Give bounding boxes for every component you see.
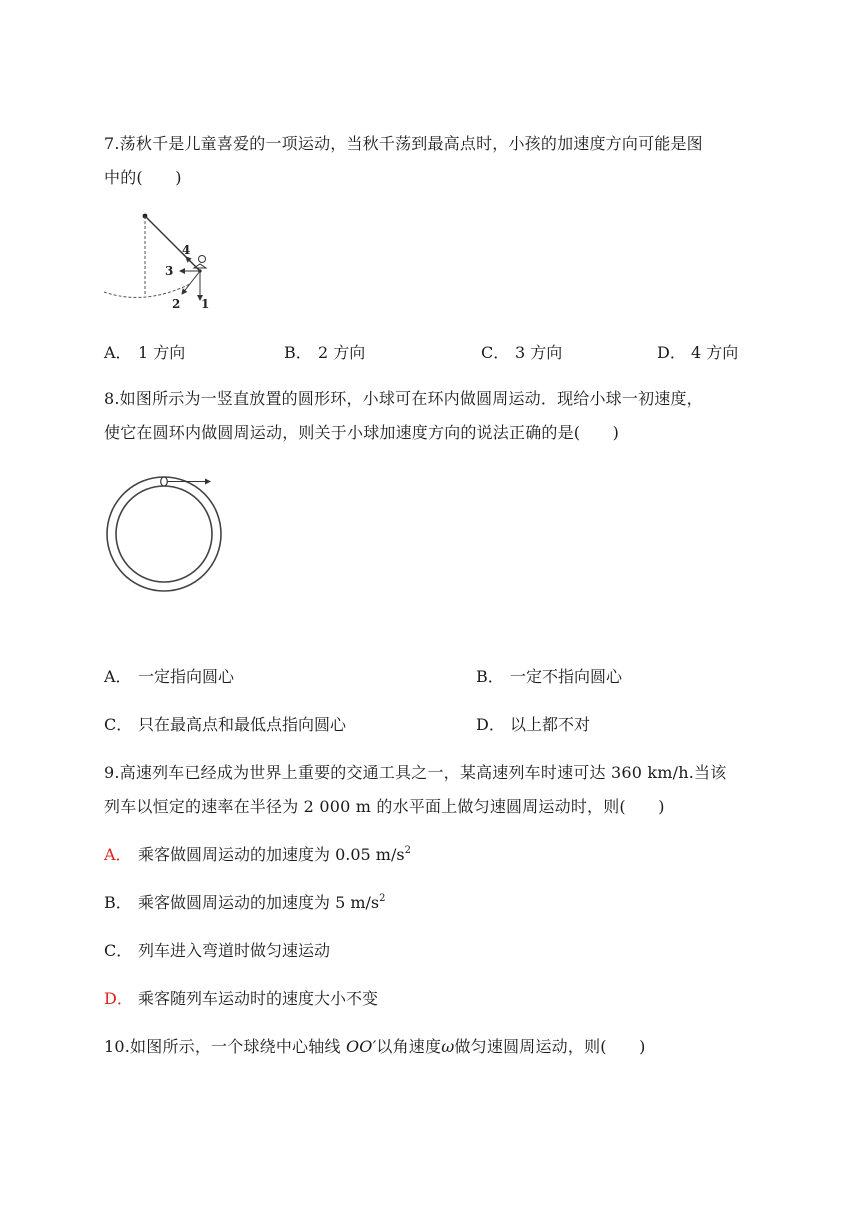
option-text: 2 方向 [318,343,366,362]
option-text: 乘客随列车运动时的速度大小不变 [138,989,379,1008]
q8-stem-line2: 使它在圆环内做圆周运动，则关于小球加速度方向的说法正确的是( ) [104,423,620,442]
option-label: B． [104,893,132,912]
outer-ring [107,477,221,591]
q9-stem-line2: 列车以恒定的速率在半径为 2 000 m 的水平面上做匀速圆周运动时，则( ) [104,797,665,816]
q7-option-a[interactable] [104,340,185,363]
option-text: 以上都不对 [510,715,591,734]
child-head [199,256,206,263]
swing-figure [100,208,230,313]
option-label: D． [657,343,686,362]
q9-stem-line1: 9.高速列车已经成为世界上重要的交通工具之一，某高速列车时速可达 360 km/h.当该 [104,763,727,782]
q10-middle: 以角速度 [376,1037,442,1056]
option-label: C． [104,715,133,734]
q8-option-d[interactable] [476,712,590,735]
option-label: B． [476,667,504,686]
q9-option-a[interactable] [104,842,411,865]
q7-option-d[interactable] [657,340,738,363]
q10-omega: ω [441,1037,455,1056]
q7-option-c[interactable] [481,340,562,363]
q9-option-b[interactable] [104,890,386,913]
option-text: 4 方向 [691,343,739,362]
option-text: 一定指向圆心 [138,667,235,686]
option-label: D． [476,715,505,734]
option-label: C． [481,343,510,362]
arrow-4 [186,257,200,271]
q8-option-b[interactable] [476,664,622,687]
q7-stem-line2: 中的( ) [104,168,182,187]
option-label: A． [104,845,132,864]
option-text: 一定不指向圆心 [510,667,623,686]
option-label: A． [104,343,132,362]
q10-axis: OO′ [345,1037,377,1056]
swing-arc [104,284,190,297]
label-1: 1 [201,297,210,311]
option-text: 1 方向 [138,343,186,362]
label-4: 4 [182,243,191,257]
option-label: D． [104,989,133,1008]
q8-option-a[interactable] [104,664,234,687]
label-3: 3 [165,264,174,278]
q8-option-c[interactable] [104,712,346,735]
q8-stem-line1: 8.如图所示为一竖直放置的圆形环，小球可在环内做圆周运动．现给小球一初速度， [104,389,703,408]
option-text: 乘客做圆周运动的加速度为 5 m/s [138,893,380,912]
q7-option-b[interactable] [284,340,365,363]
option-text: 3 方向 [515,343,563,362]
q9-option-c[interactable] [104,938,330,961]
option-text: 乘客做圆周运动的加速度为 0.05 m/s [138,845,405,864]
ball [161,477,168,486]
q10-prefix: 10.如图所示，一个球绕中心轴线 [104,1037,346,1056]
option-text: 列车进入弯道时做匀速运动 [138,941,331,960]
option-text: 只在最高点和最低点指向圆心 [138,715,347,734]
arrow-2 [182,271,200,294]
q7-stem-line1: 7.荡秋千是儿童喜爱的一项运动，当秋千荡到最高点时，小孩的加速度方向可能是图 [104,134,703,153]
q10-stem [104,1034,646,1057]
q10-suffix: 做匀速圆周运动，则( ) [454,1037,646,1056]
inner-ring [116,486,212,582]
label-2: 2 [172,297,181,311]
q9-option-d[interactable] [104,986,378,1009]
option-superscript: 2 [379,893,386,904]
option-superscript: 2 [404,845,411,856]
option-label: B． [284,343,312,362]
ring-figure [104,462,229,602]
option-label: C． [104,941,133,960]
option-label: A． [104,667,132,686]
